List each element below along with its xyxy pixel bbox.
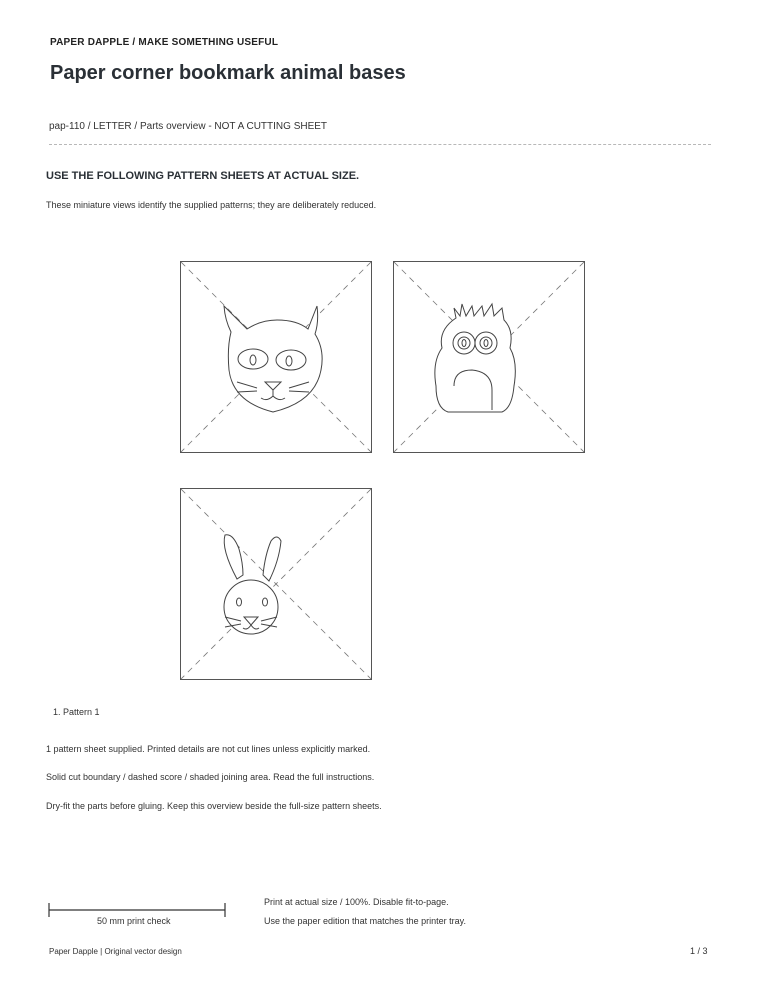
scale-check-label: 50 mm print check <box>97 916 171 926</box>
pattern-thumbnail-owl <box>393 261 585 453</box>
footer-credit: Paper Dapple | Original vector design <box>49 947 182 956</box>
note-line-legend: Solid cut boundary / dashed score / shaded joining area. Read the full instructions. <box>46 772 375 782</box>
paper-instruction: Use the paper edition that matches the printer tray. <box>264 916 466 926</box>
rabbit-face-icon <box>181 489 371 679</box>
document-meta: pap-110 / LETTER / Parts overview - NOT A CUTTING SHEET <box>49 121 328 132</box>
page-title: Paper corner bookmark animal bases <box>50 62 406 84</box>
scale-check-bar <box>48 903 226 917</box>
pattern-thumbnail-rabbit <box>180 488 372 680</box>
print-instruction: Print at actual size / 100%. Disable fit-to-page. <box>264 897 449 907</box>
brand-line: PAPER DAPPLE / MAKE SOMETHING USEFUL <box>50 37 279 48</box>
page-number: 1 / 3 <box>690 946 708 956</box>
note-dry-fit: Dry-fit the parts before gluing. Keep this overview beside the full-size pattern sheets. <box>46 801 382 811</box>
intro-text: These miniature views identify the supplied patterns; they are deliberately reduced. <box>46 200 377 210</box>
section-heading: USE THE FOLLOWING PATTERN SHEETS AT ACTUAL SIZE. <box>46 170 360 182</box>
pattern-caption: 1. Pattern 1 <box>53 707 100 717</box>
cat-face-icon <box>181 262 371 452</box>
note-sheets: 1 pattern sheet supplied. Printed details are not cut lines unless explicitly marked. <box>46 744 371 754</box>
owl-icon <box>394 262 584 452</box>
header-divider <box>49 144 711 145</box>
pattern-thumbnail-cat <box>180 261 372 453</box>
